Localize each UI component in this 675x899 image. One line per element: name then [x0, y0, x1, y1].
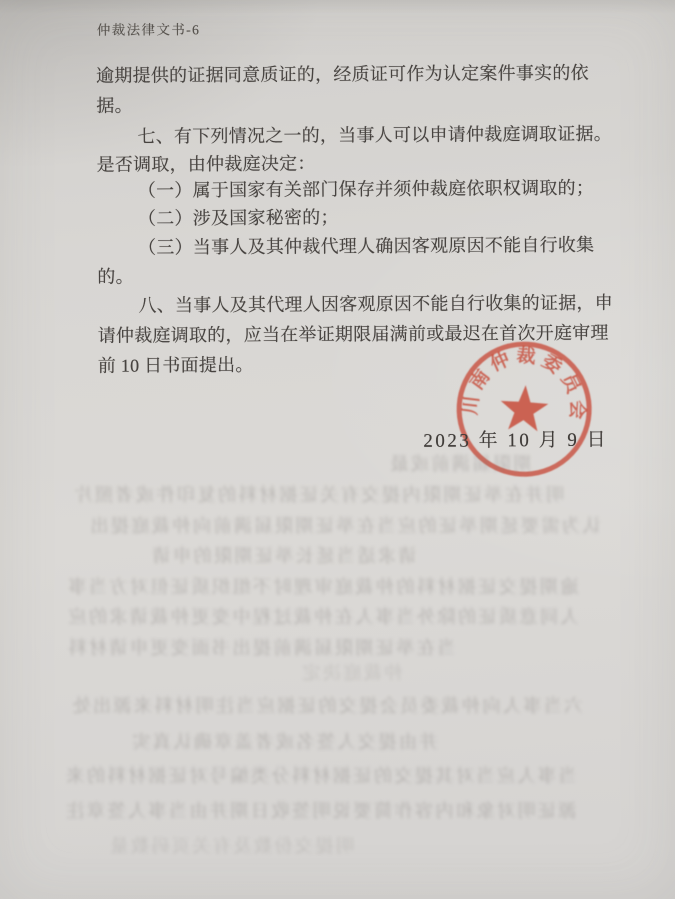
showthrough-line: 源证明对象和内容作简要说明签收日期并由当事人签章注: [64, 801, 577, 821]
seal-arc-text: 川南仲裁委员会: [460, 345, 588, 425]
showthrough-line: 认为需要延期举证的应当在举证期限届满前向仲裁庭提出: [88, 516, 601, 536]
document-date: 2023 年 10 月 9 日: [423, 429, 609, 452]
body-text-line: 前 10 日书面提出。: [97, 354, 254, 376]
showthrough-line: 人同意质证的除外当事人在仲裁过程中变更仲裁请求的应: [66, 607, 579, 627]
showthrough-line: 请求适当延长举证期限的申请: [150, 546, 417, 566]
document-code-header: 仲裁法律文书-6: [96, 22, 201, 38]
body-text-line: （三）当事人及其仲裁代理人确因客观原因不能自行收集: [138, 234, 595, 258]
showthrough-line: 明并在举证期限内提交有关证据材料的复印件或者照片: [72, 485, 564, 505]
body-text-line: （一）属于国家有关部门保存并须仲裁庭依职权调取的；: [137, 177, 595, 201]
body-text-line: 七、有下列情况之一的，当事人可以申请仲裁庭调取证据。: [137, 123, 613, 147]
body-text-line: 的。: [97, 266, 134, 287]
showthrough-line: 期限届满前或最: [388, 454, 532, 474]
showthrough-line: 并由提交人签名或者盖章确认真实: [130, 732, 438, 752]
body-text-line: 据。: [96, 95, 133, 116]
body-text-line: （二）涉及国家秘密的；: [137, 207, 339, 229]
showthrough-line: 明提交份数及有关页码数量: [108, 836, 354, 856]
showthrough-line: 六当事人向仲裁委员会提交的证据应当注明材料来源出处: [70, 696, 583, 716]
showthrough-line: 逾期提交证据材料的仲裁庭审理时不组织质证但对方当事: [66, 577, 579, 597]
showthrough-line: 仲裁庭决定: [300, 663, 403, 683]
body-text-line: 八、当事人及其代理人因客观原因不能自行收集的证据，申: [138, 292, 614, 316]
body-text-line: 逾期提供的证据同意质证的，经质证可作为认定案件事实的依: [96, 62, 589, 86]
showthrough-line: 当在举证期限届满前提出书面变更申请材料: [66, 638, 456, 658]
body-text-line: 请仲裁庭调取的，应当在举证期限届满前或最迟在首次开庭审理: [97, 322, 609, 346]
body-text-line: 是否调取，由仲裁庭决定：: [96, 153, 316, 175]
showthrough-line: 当事人应当对其提交的证据材料分类编号对证据材料的来: [64, 766, 577, 786]
